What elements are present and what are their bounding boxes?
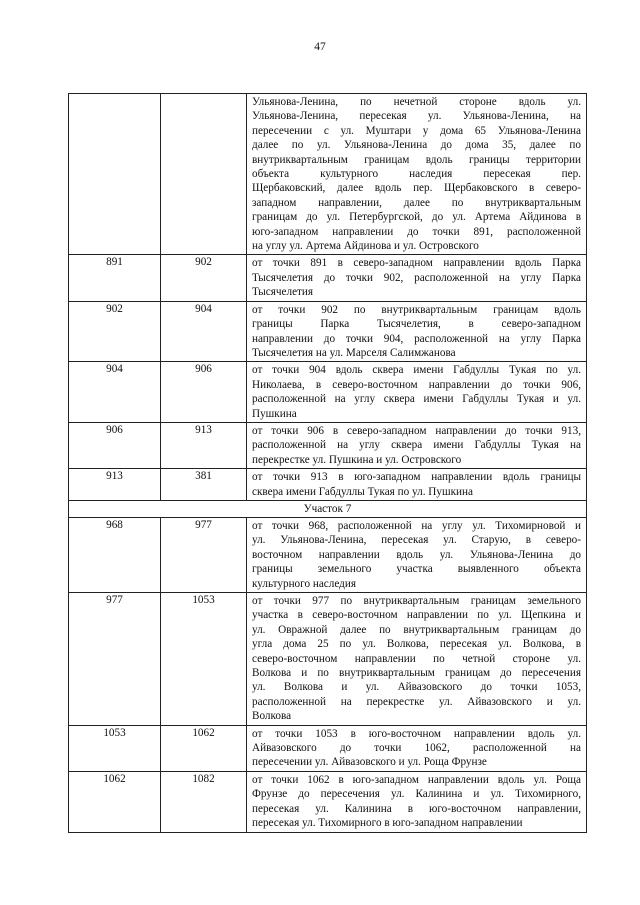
description-line: от точки 1053 в юго-восточном направлении вдоль ул. bbox=[252, 727, 581, 740]
description-line: далее по ул. Ульянова-Ленина до дома 35, далее по bbox=[252, 139, 581, 152]
description-line: Тысячелетия bbox=[252, 286, 314, 299]
point-from: 891 bbox=[69, 255, 161, 301]
description-line: ул. Волкова и ул. Айвазовского до точки 1053, bbox=[252, 681, 581, 694]
description-line: от точки 906 в северо-западном направлении до точки 913, bbox=[252, 424, 581, 437]
description-line: пересекая ул. Калинина в юго-восточном направлении, bbox=[252, 802, 581, 815]
description-line: расположенной на перекрестке ул. Айвазовского и ул. bbox=[252, 695, 581, 708]
description-line: Волкова bbox=[252, 710, 292, 723]
description-line: направлении до точки 904, расположенной на углу Парка bbox=[252, 332, 581, 345]
table-row bbox=[69, 255, 587, 301]
route-description bbox=[247, 422, 587, 468]
point-to bbox=[161, 94, 247, 255]
point-to: 977 bbox=[161, 517, 247, 592]
route-description bbox=[247, 771, 587, 832]
table-row bbox=[69, 771, 587, 832]
table-row bbox=[69, 517, 587, 592]
description-line: от точки 968, расположенной на углу ул. Тихомирновой и bbox=[252, 519, 581, 532]
route-description bbox=[247, 517, 587, 592]
description-line: границам до ул. Петербургской, до ул. Артема Айдинова в bbox=[252, 211, 581, 224]
point-from: 904 bbox=[69, 362, 161, 423]
description-line: ул. Овражной далее по внутриквартальным границам до bbox=[252, 623, 581, 636]
description-line: от точки 891 в северо-западном направлении вдоль Парка bbox=[252, 257, 581, 270]
description-line: восточном направлении вдоль ул. Ульянова-Ленина до bbox=[252, 548, 581, 561]
route-description bbox=[247, 255, 587, 301]
description-line: Фрунзе до пересечения ул. Калинина и ул. Тихомирного, bbox=[252, 788, 581, 801]
description-line: участка в северо-восточном направлении по ул. Щепкина и bbox=[252, 609, 581, 622]
description-line: Щербаковский, далее вдоль пер. Щербаковского в северо- bbox=[252, 182, 581, 195]
description-line: юго-западном направлении до точки 891, расположенной bbox=[252, 225, 581, 238]
description-line: северо-восточном направлении по четной стороне ул. bbox=[252, 652, 581, 665]
point-to: 902 bbox=[161, 255, 247, 301]
description-line: Ульянова-Ленина, по нечетной стороне вдоль ул. bbox=[252, 96, 581, 108]
description-line: пересекая ул. Тихомирного в юго-западном направлении bbox=[252, 817, 523, 830]
route-description bbox=[247, 593, 587, 726]
description-line: объекта культурного наследия пересекая пер. bbox=[252, 168, 581, 181]
route-description bbox=[247, 301, 587, 362]
route-description bbox=[247, 725, 587, 771]
description-line: Айвазовского до точки 1062, расположенной на bbox=[252, 742, 581, 755]
description-line: западном направлении, далее по внутриквартальным bbox=[252, 196, 581, 209]
description-line: границы земельного участка выявленного объекта bbox=[252, 563, 581, 576]
point-to: 913 bbox=[161, 422, 247, 468]
section-label: Участок 7 bbox=[69, 500, 587, 517]
point-to: 1082 bbox=[161, 771, 247, 832]
table-row bbox=[69, 469, 587, 501]
point-from: 968 bbox=[69, 517, 161, 592]
description-line: Николаева, в северо-восточном направлении до точки 906, bbox=[252, 378, 581, 391]
description-line: пересечении с ул. Муштари у дома 65 Ульянова-Ленина bbox=[252, 124, 581, 137]
route-description bbox=[247, 94, 587, 255]
description-line: от точки 902 по внутриквартальным границам вдоль bbox=[252, 303, 581, 316]
point-from: 906 bbox=[69, 422, 161, 468]
point-to: 381 bbox=[161, 469, 247, 501]
description-line: расположенной на углу сквера имени Габдуллы Тукая и ул. bbox=[252, 393, 581, 406]
description-line: Ульянова-Ленина, пересекая ул. Ульянова-Ленина, на bbox=[252, 110, 581, 123]
page-number: 47 bbox=[314, 41, 326, 53]
description-line: от точки 904 вдоль сквера имени Габдуллы Тукая по ул. bbox=[252, 364, 581, 377]
point-from: 977 bbox=[69, 593, 161, 726]
description-line: расположенной на углу сквера имени Габдуллы Тукая на bbox=[252, 439, 581, 452]
route-description bbox=[247, 362, 587, 423]
table-row bbox=[69, 301, 587, 362]
point-to: 904 bbox=[161, 301, 247, 362]
table-row bbox=[69, 362, 587, 423]
description-line: культурного наследия bbox=[252, 577, 356, 590]
boundary-table-body bbox=[69, 94, 587, 833]
table-row bbox=[69, 94, 587, 255]
description-line: Волкова и по внутриквартальным границам до пересечения bbox=[252, 667, 581, 680]
table-row bbox=[69, 725, 587, 771]
description-line: от точки 913 в юго-западном направлении вдоль границы bbox=[252, 471, 581, 484]
description-line: ул. Ульянова-Ленина, пересекая ул. Старую, в северо- bbox=[252, 534, 581, 547]
description-line: пересечении ул. Айвазовского и ул. Роща Фрунзе bbox=[252, 756, 487, 769]
description-line: внутриквартальным границам вдоль границы территории bbox=[252, 153, 581, 166]
table-row bbox=[69, 422, 587, 468]
description-line: перекрестке ул. Пушкина и ул. Островского bbox=[252, 453, 462, 466]
description-line: от точки 977 по внутриквартальным границам земельного bbox=[252, 595, 581, 607]
description-line: угла дома 25 по ул. Волкова, пересекая ул. Волкова, в bbox=[252, 638, 581, 651]
point-from: 913 bbox=[69, 469, 161, 501]
point-to: 1053 bbox=[161, 593, 247, 726]
description-line: сквера имени Габдуллы Тукая по ул. Пушкина bbox=[252, 485, 473, 498]
description-line: Тысячелетия до точки 902, расположенной на углу Парка bbox=[252, 271, 581, 284]
boundary-table bbox=[68, 93, 587, 833]
point-to: 906 bbox=[161, 362, 247, 423]
section-row bbox=[69, 500, 587, 517]
description-line: от точки 1062 в юго-западном направлении вдоль ул. Роща bbox=[252, 773, 581, 786]
description-line: Пушкина bbox=[252, 407, 297, 420]
description-line: Тысячелетия на ул. Марселя Салимжанова bbox=[252, 346, 456, 359]
description-line: границы Парка Тысячелетия, в северо-западном bbox=[252, 318, 581, 331]
point-from bbox=[69, 94, 161, 255]
point-from: 1053 bbox=[69, 725, 161, 771]
point-to: 1062 bbox=[161, 725, 247, 771]
point-from: 902 bbox=[69, 301, 161, 362]
route-description bbox=[247, 469, 587, 501]
point-from: 1062 bbox=[69, 771, 161, 832]
description-line: на углу ул. Артема Айдинова и ул. Островского bbox=[252, 240, 479, 253]
table-row bbox=[69, 593, 587, 726]
